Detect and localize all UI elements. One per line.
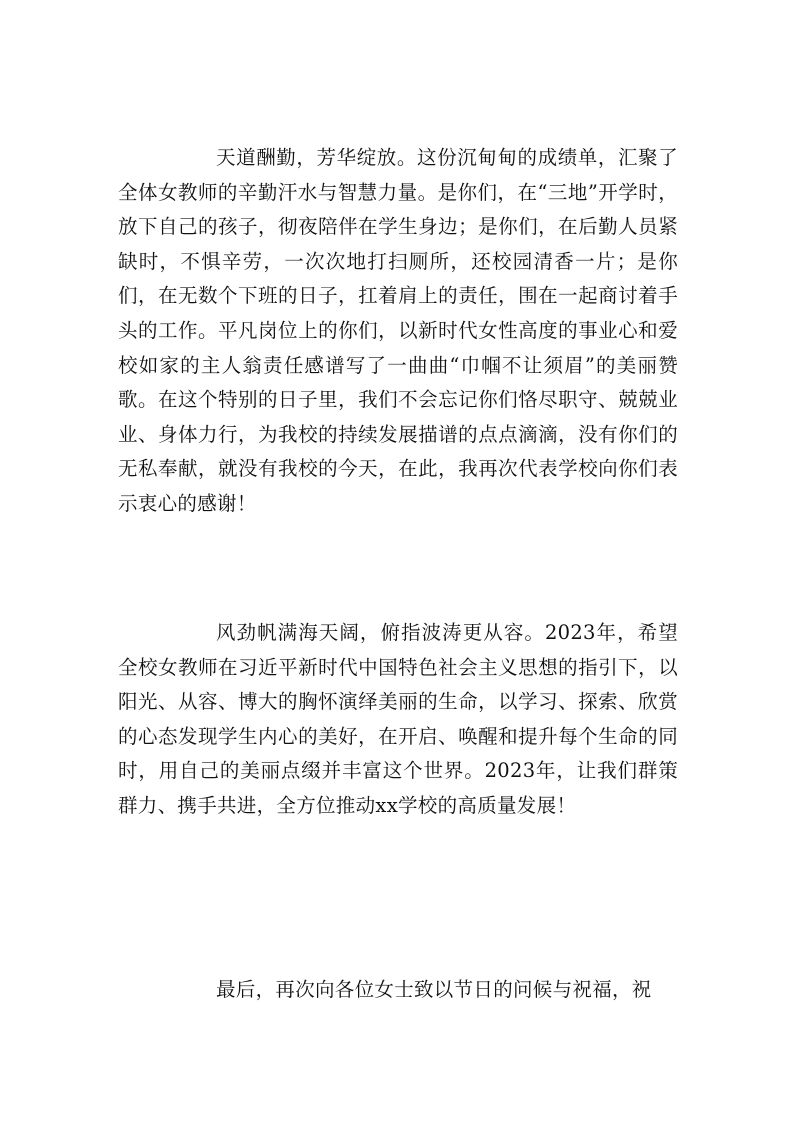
paragraph-wishes-2023: 风劲帆满海天阔，俯指波涛更从容。2023年，希望全校女教师在习近平新时代中国特色社会主义思想的指引下，以阳光、从容、博大的胸怀演绎美丽的生命，以学习、探索、欣赏的心态发现学生内心的美好，在开启、唤醒和提升每个生命的同时，用自己的美丽点缀并丰富这个世界。2023年，让我们群策群力、携手共进，全方位推动xx学校的高质量发展！ <box>118 621 678 817</box>
paragraph-gratitude: 天道酬勤，芳华绽放。这份沉甸甸的成绩单，汇聚了全体女教师的辛勤汗水与智慧力量。是你们，在“三地”开学时，放下自己的孩子，彻夜陪伴在学生身边；是你们，在后勤人员紧缺时，不惧辛劳，一次次地打扫厕所，还校园清香一片；是你们，在无数个下班的日子，扛着肩上的责任，围在一起商讨着手头的工作。平凡岗位上的你们，以新时代女性高度的事业心和爱校如家的主人翁责任感谱写了一曲曲“巾帼不让须眉”的美丽赞歌。在这个特别的日子里，我们不会忘记你们恪尽职守、兢兢业业、身体力行，为我校的持续发展描谱的点点滴滴，没有你们的无私奉献，就没有我校的今天，在此，我再次代表学校向你们表示衷心的感谢！ <box>118 146 678 515</box>
paragraph-closing: 最后，再次向各位女士致以节日的问候与祝福，祝 <box>216 978 652 1001</box>
